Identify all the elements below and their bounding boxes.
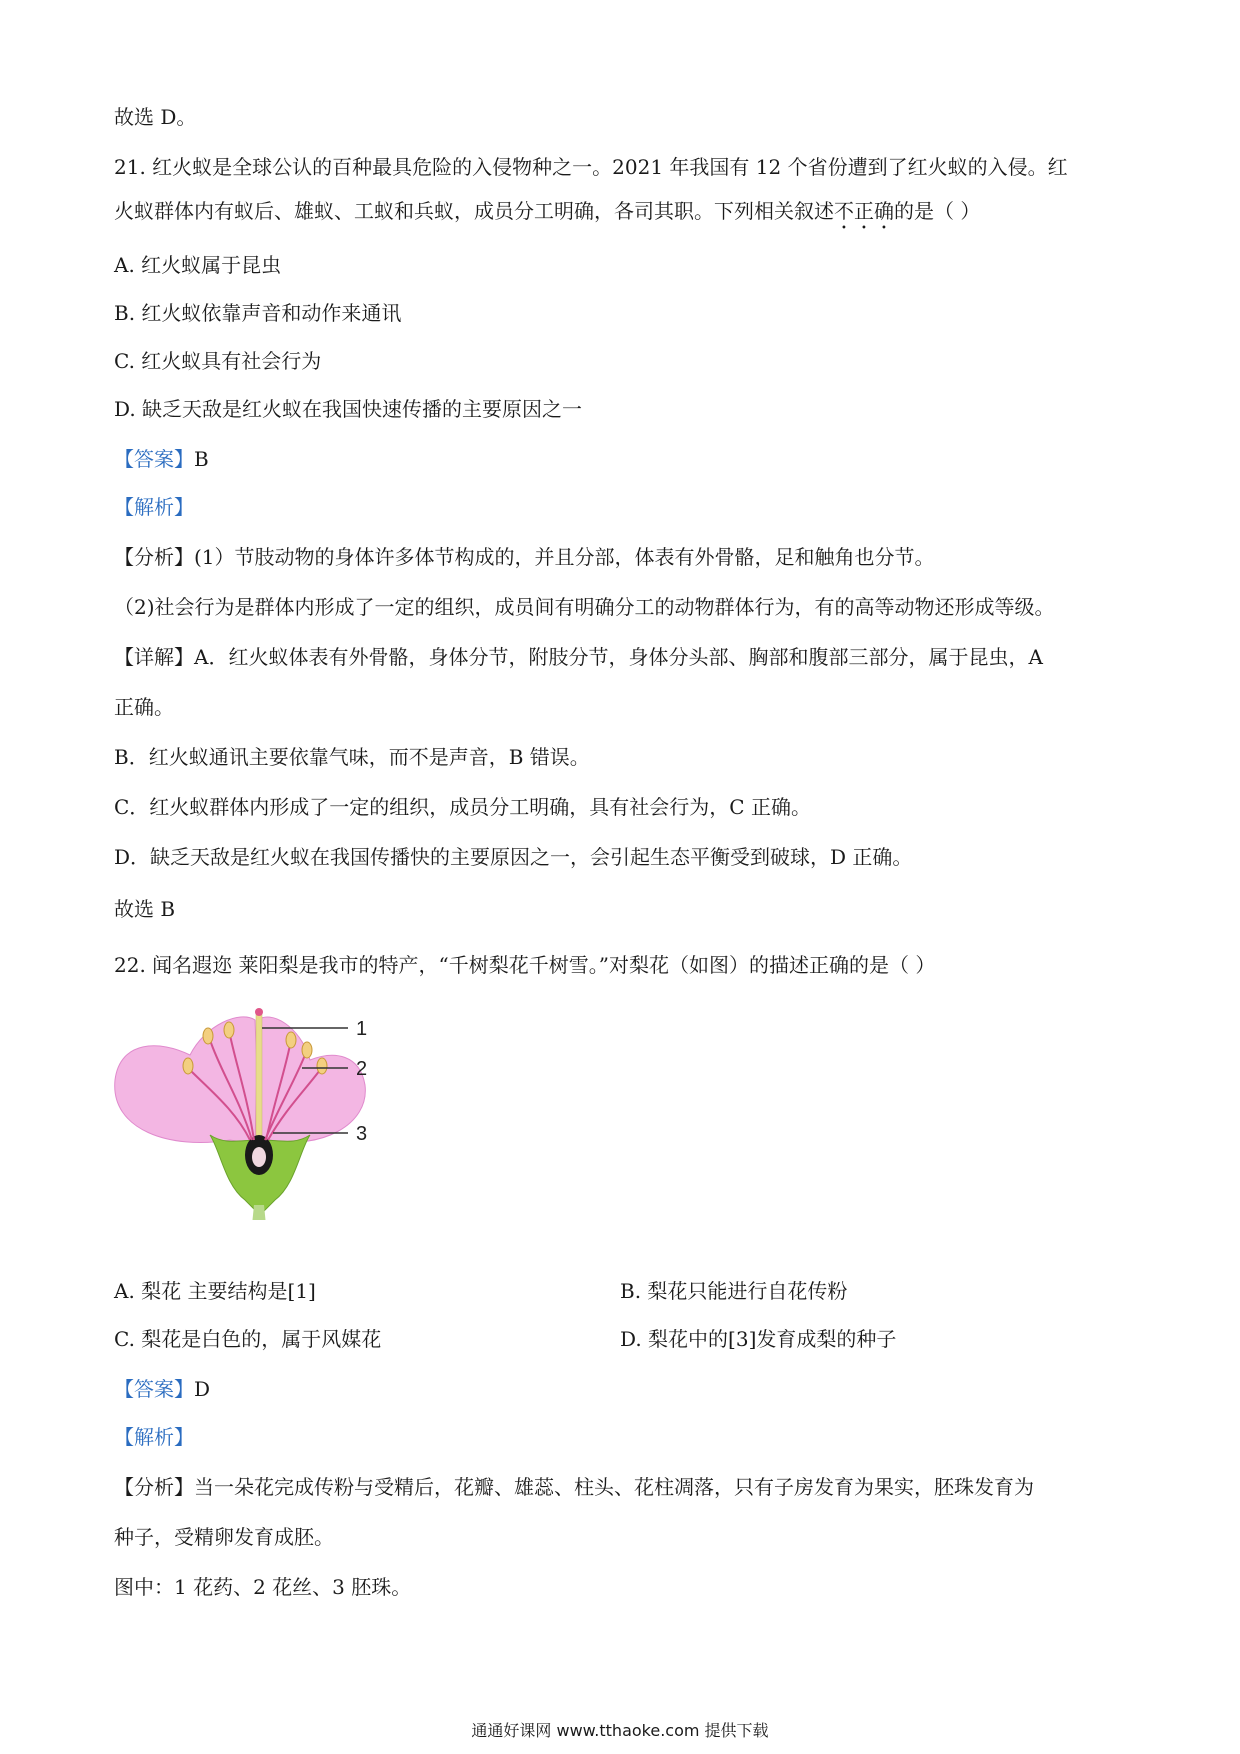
figure-label-2: 2 xyxy=(356,1058,368,1080)
figure-label-3: 3 xyxy=(356,1123,368,1145)
figure-label-1: 1 xyxy=(356,1018,368,1040)
q22-option-c: C. 梨花是白色的，属于风媒花 xyxy=(114,1327,382,1351)
q21-stem-pre: 火蚁群体内有蚁后、雄蚁、工蚁和兵蚁，成员分工明确，各司其职。下列相关叙述 xyxy=(114,199,834,223)
petal-left xyxy=(115,1017,260,1145)
stigma xyxy=(255,1008,263,1016)
q21-conclusion: 故选 B xyxy=(114,897,176,921)
q21-fenxi-1 xyxy=(114,542,935,572)
anther xyxy=(286,1032,296,1048)
q22-option-a: A. 梨花 主要结构是[1] xyxy=(114,1279,316,1303)
q22-analysis-label: 【解析】 xyxy=(114,1425,194,1449)
q21-option-c: C. 红火蚁具有社会行为 xyxy=(114,349,322,373)
q22-fenxi-2: 种子，受精卵发育成胚。 xyxy=(114,1525,334,1549)
page-footer: 通通好课网 www.tthaoke.com 提供下载 xyxy=(471,1721,769,1740)
pear-flower-diagram xyxy=(110,1000,390,1220)
q22-fenxi-1-text: 当一朵花完成传粉与受精后，花瓣、雄蕊、柱头、花柱凋落，只有子房发育为果实，胚珠发育为 xyxy=(194,1475,1034,1499)
q21-option-b: B. 红火蚁依靠声音和动作来通讯 xyxy=(114,301,402,325)
q22-fenxi-tag: 【分析】 xyxy=(114,1475,194,1499)
q21-answer-value: B xyxy=(194,447,209,471)
q22-analysis-tag xyxy=(114,1422,194,1452)
q21-detail-c: C．红火蚁群体内形成了一定的组织，成员分工明确，具有社会行为，C 正确。 xyxy=(114,795,811,819)
q21-stem-emphasis: 不正确 xyxy=(834,199,894,223)
anther xyxy=(203,1028,213,1044)
q21-detail-b: B．红火蚁通讯主要依靠气味，而不是声音，B 错误。 xyxy=(114,745,590,769)
q21-detail-a1 xyxy=(114,642,1043,672)
style xyxy=(256,1014,262,1144)
q21-detail-a1-text: A．红火蚁体表有外骨骼，身体分节，附肢分节，身体分头部、胸部和腹部三部分，属于昆虫，A xyxy=(194,645,1043,669)
q22-figure-note: 图中：1 花药、2 花丝、3 胚珠。 xyxy=(114,1575,412,1599)
anther xyxy=(224,1022,234,1038)
anther xyxy=(302,1042,312,1058)
q21-detail-d: D．缺乏天敌是红火蚁在我国传播快的主要原因之一，会引起生态平衡受到破球，D 正确。 xyxy=(114,845,913,869)
q21-analysis-tag xyxy=(114,492,194,522)
anther xyxy=(317,1058,327,1074)
q22-answer-tag: 【答案】 xyxy=(114,1377,194,1401)
q21-answer xyxy=(114,444,209,474)
q22-stem: 22. 闻名遐迩 莱阳梨是我市的特产，“千树梨花千树雪。”对梨花（如图）的描述正确的是（ ） xyxy=(114,953,936,977)
q22-answer-value: D xyxy=(194,1377,211,1401)
q22-option-d: D. 梨花中的[3]发育成梨的种子 xyxy=(620,1327,897,1351)
q21-fenxi-1-text: (1）节肢动物的身体许多体节构成的，并且分部，体表有外骨骼，足和触角也分节。 xyxy=(194,545,935,569)
q21-answer-tag: 【答案】 xyxy=(114,447,194,471)
q21-detail-tag: 【详解】 xyxy=(114,645,194,669)
q21-fenxi-tag: 【分析】 xyxy=(114,545,194,569)
q22-fenxi-1 xyxy=(114,1472,1034,1502)
anther xyxy=(183,1058,193,1074)
prev-conclusion: 故选 D。 xyxy=(114,105,197,129)
q21-option-a: A. 红火蚁属于昆虫 xyxy=(114,253,282,277)
q22-answer xyxy=(114,1374,210,1404)
q22-option-b: B. 梨花只能进行自花传粉 xyxy=(620,1279,848,1303)
q21-stem-post: 的是（ ） xyxy=(894,199,981,223)
q21-stem-line2 xyxy=(114,196,980,234)
flower-stalk xyxy=(252,1205,266,1220)
q21-stem-line1: 21. 红火蚁是全球公认的百种最具危险的入侵物种之一。2021 年我国有 12 个省份遭到了红火蚁的入侵。红 xyxy=(114,155,1068,179)
q21-option-d: D. 缺乏天敌是红火蚁在我国快速传播的主要原因之一 xyxy=(114,397,583,421)
q21-analysis-label: 【解析】 xyxy=(114,495,194,519)
ovule xyxy=(252,1147,266,1167)
q21-fenxi-2: （2)社会行为是群体内形成了一定的组织，成员间有明确分工的动物群体行为，有的高等动物还形成等级。 xyxy=(114,595,1055,619)
q21-detail-a2: 正确。 xyxy=(114,695,174,719)
